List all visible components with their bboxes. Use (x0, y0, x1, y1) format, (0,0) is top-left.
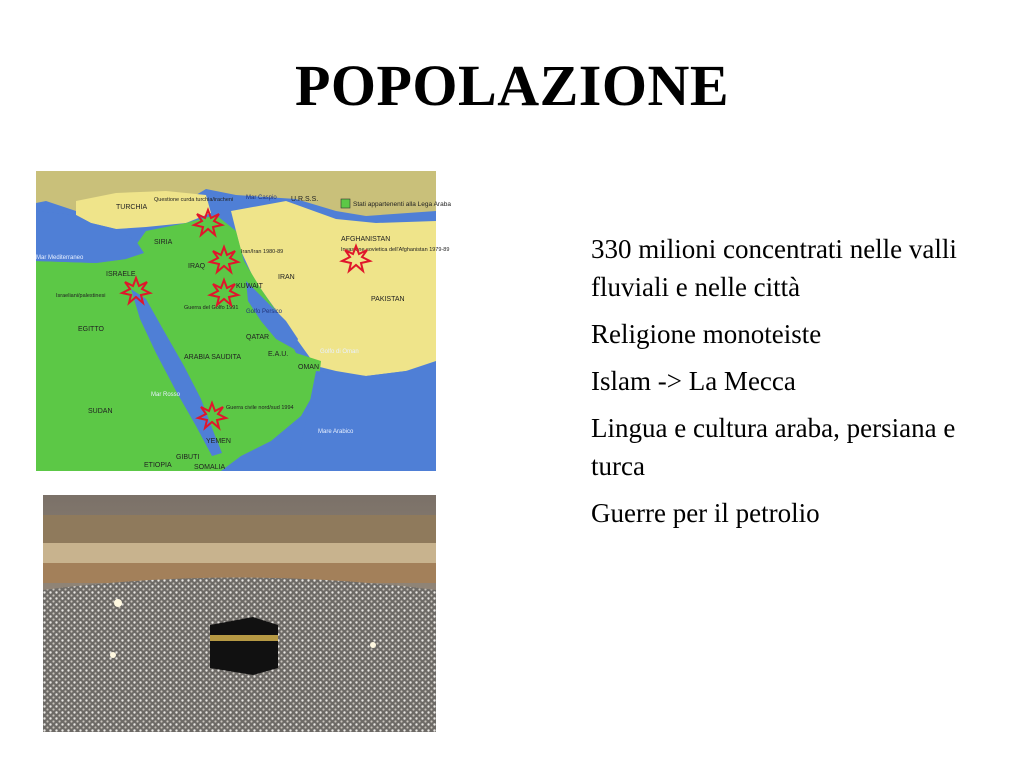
label-conflict-golfo: Guerra del Golfo 1991 (184, 305, 239, 311)
arcade-upper (43, 515, 436, 545)
label-urss: U.R.S.S. (291, 196, 319, 203)
kaaba-icon (210, 617, 278, 675)
label-conflict-afghan: Invasione sovietica dell'Afghanistan 1979-89 (341, 247, 450, 253)
label-mediterraneo: Mar Mediterraneo (36, 255, 84, 261)
label-pakistan: PAKISTAN (371, 296, 405, 303)
label-conflict-israel: Israeliani/palestinesi (56, 293, 106, 299)
light (370, 642, 376, 648)
label-etiopia: ETIOPIA (144, 462, 172, 469)
label-qatar: QATAR (246, 334, 270, 341)
label-conflict-iran-iraq: Iran/Iran 1980-89 (241, 249, 284, 255)
label-conflict-yemen: Guerra civile nord/sud 1994 (226, 405, 294, 411)
label-caspio: Mar Caspio (246, 195, 277, 201)
mecca-photo (43, 495, 436, 732)
label-sudan: SUDAN (88, 408, 113, 415)
label-golfo-oman: Golfo di Oman (320, 349, 359, 355)
kaaba-photo-graphic (43, 495, 436, 732)
label-yemen: YEMEN (206, 438, 231, 445)
legend-swatch (341, 199, 350, 208)
label-israele: ISRAELE (106, 271, 136, 278)
bullet-item: Islam -> La Mecca (591, 366, 796, 396)
bullet-item: Religione monoteiste (591, 319, 822, 349)
label-conflict-curda: Questione curda turchia/iracheni (154, 197, 234, 203)
label-siria: SIRIA (154, 239, 173, 246)
label-iran: IRAN (278, 274, 295, 281)
label-gibuti: GIBUTI (176, 454, 200, 461)
label-egitto: EGITTO (78, 326, 104, 333)
label-mare-arabico: Mare Arabico (318, 429, 354, 435)
label-eau: E.A.U. (268, 351, 289, 358)
bullet-item: Lingua e cultura araba, persiana e turca (591, 413, 956, 481)
label-afghanistan: AFGHANISTAN (341, 236, 391, 243)
bullet-item: 330 milioni concentrati nelle valli fluviali e nelle città (591, 234, 957, 302)
arcade-middle (43, 543, 436, 565)
label-golfo-persico: Golfo Persico (246, 309, 283, 315)
light (114, 599, 122, 607)
middle-east-map (36, 171, 451, 471)
map-graphic (36, 171, 451, 471)
light (110, 652, 116, 658)
bullet-list (591, 230, 991, 541)
label-iraq: IRAQ (188, 263, 206, 270)
legend-text: Stati appartenenti alla Lega Araba (353, 201, 451, 208)
label-oman: OMAN (298, 364, 319, 371)
arabian-sea (296, 366, 436, 471)
label-turchia: TURCHIA (116, 204, 148, 211)
slide-title: POPOLAZIONE (294, 53, 730, 118)
label-kuwait: KUWAIT (236, 283, 263, 290)
label-somalia: SOMALIA (194, 464, 226, 471)
bullet-item: Guerre per il petrolio (591, 498, 820, 528)
label-mar-rosso: Mar Rosso (151, 392, 181, 398)
label-arabia: ARABIA SAUDITA (184, 354, 242, 361)
